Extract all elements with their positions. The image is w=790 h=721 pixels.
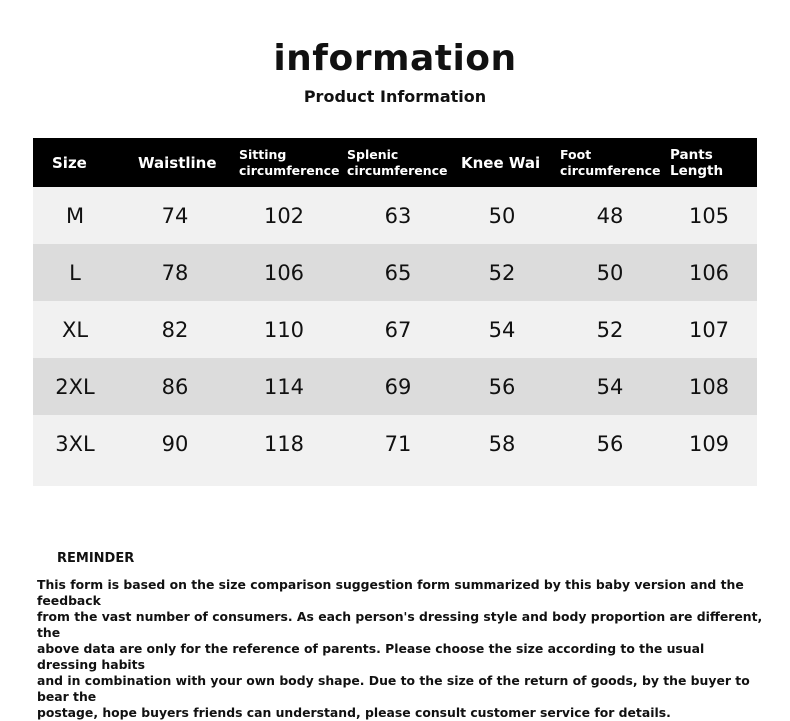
length-cell: 108 (688, 374, 730, 399)
knee-cell: 56 (488, 374, 516, 399)
header-size: Size (52, 153, 87, 172)
page-subtitle: Product Information (303, 87, 487, 106)
foot-cell: 48 (596, 203, 624, 228)
size-cell: M (65, 203, 85, 228)
table-row (33, 301, 757, 358)
splenic-cell: 63 (384, 203, 412, 228)
knee-cell: 54 (488, 317, 516, 342)
reminder-text (37, 577, 767, 721)
header-waistline: Waistline (138, 153, 217, 172)
header-splenic-circumference: Splenic circumference (347, 146, 448, 178)
header-sitting-circumference: Sitting circumference (239, 146, 340, 178)
splenic-cell: 69 (384, 374, 412, 399)
length-cell: 107 (688, 317, 730, 342)
sitting-cell: 102 (263, 203, 305, 228)
splenic-cell: 67 (384, 317, 412, 342)
page-title: information (273, 38, 517, 79)
knee-cell: 58 (488, 431, 516, 456)
reminder-line: from the vast number of consumers. As each person's dressing style and body proportion are different, the (37, 609, 763, 640)
reminder-line: postage, hope buyers friends can understand, please consult customer service for details. (37, 705, 671, 720)
table-row (33, 415, 757, 486)
foot-cell: 52 (596, 317, 624, 342)
table-header-row (33, 138, 757, 187)
size-cell: 3XL (55, 431, 95, 456)
splenic-cell: 71 (384, 431, 412, 456)
foot-cell: 50 (596, 260, 624, 285)
sitting-cell: 106 (263, 260, 305, 285)
splenic-cell: 65 (384, 260, 412, 285)
size-cell: 2XL (55, 374, 95, 399)
table-row (33, 187, 757, 244)
reminder-line: above data are only for the reference of parents. Please choose the size according to the usual dressing habits (37, 641, 705, 672)
size-table (33, 138, 757, 486)
header-knee-wai: Knee Wai (461, 153, 541, 172)
waistline-cell: 90 (161, 431, 189, 456)
foot-cell: 56 (596, 431, 624, 456)
sitting-cell: 114 (263, 374, 305, 399)
waistline-cell: 82 (161, 317, 189, 342)
reminder-title: REMINDER (57, 551, 135, 566)
table-row (33, 244, 757, 301)
header-foot-circumference: Foot circumference (560, 146, 661, 178)
sitting-cell: 118 (263, 431, 305, 456)
foot-cell: 54 (596, 374, 624, 399)
length-cell: 106 (688, 260, 730, 285)
size-cell: L (69, 260, 81, 285)
reminder-line: This form is based on the size comparison suggestion form summarized by this baby version and the feedback (37, 577, 744, 608)
knee-cell: 52 (488, 260, 516, 285)
waistline-cell: 78 (161, 260, 189, 285)
knee-cell: 50 (488, 203, 516, 228)
sitting-cell: 110 (263, 317, 305, 342)
waistline-cell: 74 (161, 203, 189, 228)
reminder-line: and in combination with your own body shape. Due to the size of the return of goods, by the buyer to bear the (37, 673, 750, 704)
waistline-cell: 86 (161, 374, 189, 399)
length-cell: 109 (688, 431, 730, 456)
length-cell: 105 (688, 203, 730, 228)
size-cell: XL (61, 317, 89, 342)
header-pants-length: Pants Length (670, 146, 724, 179)
table-row (33, 358, 757, 415)
